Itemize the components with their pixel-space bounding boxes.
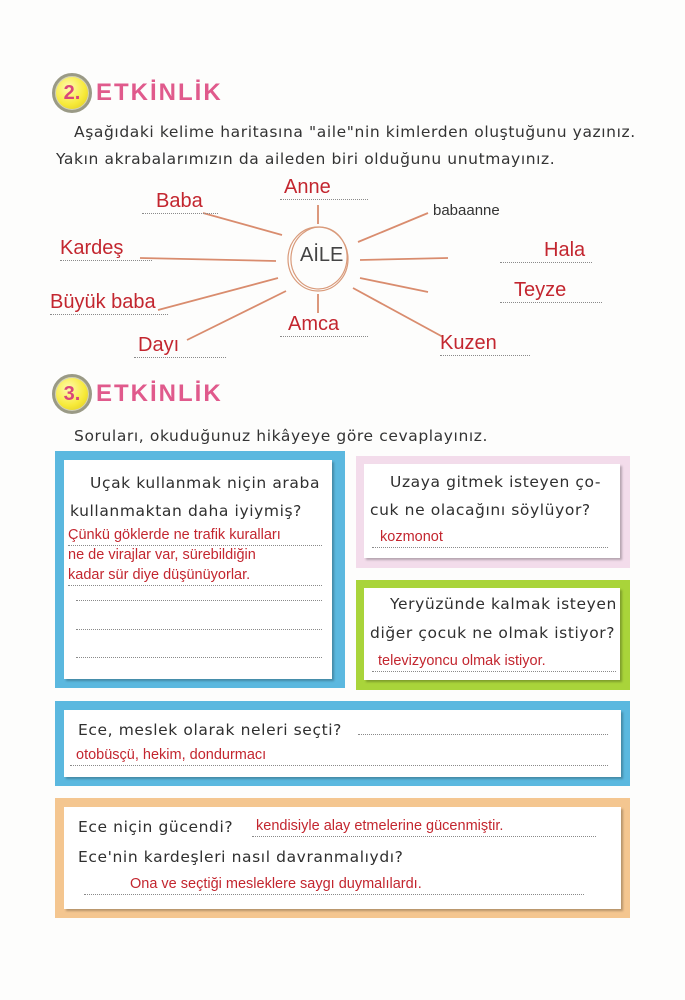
activity-2-instruction-2: Yakın akrabalarımızın da aileden biri olduğunu unutmayınız. bbox=[56, 150, 556, 168]
answer-line[interactable]: televizyoncu olmak istiyor. bbox=[372, 652, 616, 672]
blank-line[interactable] bbox=[76, 600, 322, 601]
blank-line[interactable] bbox=[76, 657, 322, 658]
question-text: diğer çocuk ne olmak istiyor? bbox=[370, 624, 616, 642]
map-item-amca[interactable]: Amca bbox=[280, 313, 368, 337]
answer-line[interactable]: Ona ve seçtiği mesleklere saygı duymalılardı. bbox=[84, 875, 584, 895]
activity-3-instruction: Soruları, okuduğunuz hikâyeye göre cevaplayınız. bbox=[74, 427, 489, 445]
answer-line-3[interactable]: kadar sür diye düşünüyorlar. bbox=[68, 566, 322, 586]
question-box-ucak-inner bbox=[64, 460, 332, 679]
activity-title: ETKİNLİK bbox=[96, 380, 223, 407]
map-item-anne[interactable]: Anne bbox=[280, 176, 368, 200]
answer-line-1[interactable]: Çünkü göklerde ne trafik kuralları bbox=[68, 526, 322, 546]
answer-line[interactable]: kozmonot bbox=[372, 528, 608, 548]
map-item-baba[interactable]: Baba bbox=[142, 190, 218, 214]
question-text: cuk ne olacağını söylüyor? bbox=[370, 501, 591, 519]
question-text: Uzaya gitmek isteyen ço- bbox=[390, 473, 602, 491]
question-box-uzay-inner bbox=[364, 464, 620, 558]
map-item-dayi[interactable]: Dayı bbox=[134, 334, 226, 358]
answer-line-2[interactable]: ne de virajlar var, sürebildiğin bbox=[68, 547, 256, 563]
activity-number-badge: 3. bbox=[52, 374, 92, 414]
question-text: kullanmaktan daha iyiymiş? bbox=[70, 502, 303, 520]
answer-line[interactable]: kendisiyle alay etmelerine gücenmiştir. bbox=[252, 817, 596, 837]
activity-2-instruction-1: Aşağıdaki kelime haritasına "aile"nin kimlerden oluştuğunu yazınız. bbox=[74, 123, 636, 141]
map-item-teyze[interactable]: Teyze bbox=[500, 279, 602, 303]
map-item-kuzen[interactable]: Kuzen bbox=[440, 332, 530, 356]
blank-line[interactable] bbox=[358, 734, 608, 735]
answer-line[interactable]: otobüsçü, hekim, dondurmacı bbox=[70, 746, 608, 766]
activity-3-heading bbox=[52, 374, 223, 414]
map-item-kardes[interactable]: Kardeş bbox=[60, 237, 152, 261]
question-box-meslek-inner bbox=[64, 710, 621, 777]
map-item-babaanne: babaanne bbox=[433, 202, 500, 219]
question-text: Ece, meslek olarak neleri seçti? bbox=[78, 721, 342, 739]
question-text: Ece'nin kardeşleri nasıl davranmalıydı? bbox=[78, 848, 404, 866]
map-item-hala[interactable]: Hala bbox=[500, 239, 592, 263]
question-text: Ece niçin gücendi? bbox=[78, 818, 234, 836]
question-text: Uçak kullanmak niçin araba bbox=[90, 474, 321, 492]
blank-line[interactable] bbox=[76, 629, 322, 630]
activity-title: ETKİNLİK bbox=[96, 79, 223, 106]
question-box-yeryuzu-inner bbox=[364, 588, 620, 680]
word-map-center: AİLE bbox=[300, 244, 344, 266]
question-box-gucendi-inner bbox=[64, 807, 621, 909]
question-text: Yeryüzünde kalmak isteyen bbox=[390, 595, 617, 613]
activity-number-badge: 2. bbox=[52, 73, 92, 113]
map-item-buyuk-baba[interactable]: Büyük baba bbox=[50, 291, 168, 315]
